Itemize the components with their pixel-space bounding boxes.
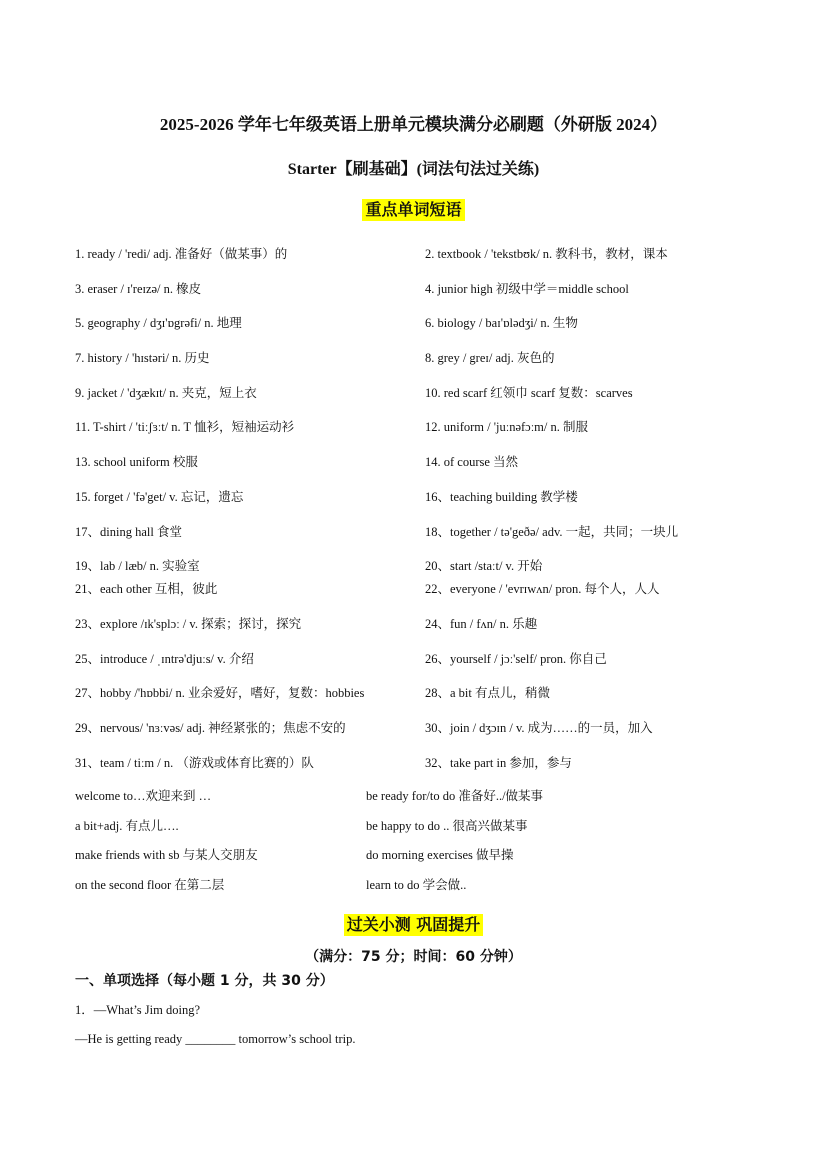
- vocab-row: [75, 383, 775, 418]
- vocab-row: [75, 244, 775, 279]
- vocab-row: [75, 753, 775, 788]
- question-1-line-2: —He is getting ready ________ tomorrow’s school trip.: [75, 1032, 356, 1046]
- vocab-row: [75, 649, 775, 684]
- phrase-item: a bit+adj. 有点儿….: [75, 818, 179, 833]
- vocab-item: 15. forget / 'fə'get/ v. 忘记，遗忘: [75, 489, 244, 504]
- question-1-line-1: 1．—What’s Jim doing?: [75, 1003, 200, 1017]
- vocab-item: 27、hobby /'hɒbbi/ n. 业余爱好，嗜好，复数：hobbies: [75, 686, 365, 701]
- phrase-list: [75, 786, 775, 904]
- phrase-item: make friends with sb 与某人交朋友: [75, 848, 258, 862]
- vocab-item: 12. uniform / 'juːnəfɔːm/ n. 制服: [425, 420, 588, 435]
- document-title: 2025-2026 学年七年级英语上册单元模块满分必刷题（外研版 2024）: [159, 115, 668, 134]
- vocab-item: 11. T-shirt / 'tiːʃɜːt/ n. T 恤衫，短袖运动衫: [75, 420, 295, 435]
- vocab-item: 4. junior high 初级中学＝middle school: [425, 281, 629, 296]
- vocab-row: [75, 579, 775, 614]
- vocab-heading-wrap: [0, 199, 827, 221]
- vocab-item: 14. of course 当然: [425, 455, 519, 470]
- document-subtitle: Starter【刷基础】(词法句法过关练): [287, 161, 540, 178]
- vocab-row: [75, 348, 775, 383]
- vocab-item: 29、nervous/ 'nɜːvəs/ adj. 神经紧张的；焦虑不安的: [75, 720, 346, 735]
- vocab-row: [75, 487, 775, 522]
- phrase-row: [75, 875, 775, 905]
- vocab-item: 22、everyone / 'evrɪwʌn/ pron. 每个人，人人: [425, 582, 660, 597]
- vocab-item: 7. history / 'hɪstəri/ n. 历史: [75, 351, 210, 366]
- vocab-item: 8. grey / greɪ/ adj. 灰色的: [425, 351, 555, 366]
- vocab-item: 24、fun / fʌn/ n. 乐趣: [425, 616, 538, 631]
- vocab-heading: 重点单词短语: [362, 199, 464, 221]
- phrase-row: [75, 816, 775, 846]
- vocab-item: 23、explore /ɪk'splɔː / v. 探索；探讨，探究: [75, 616, 302, 631]
- phrase-item: on the second floor 在第二层: [75, 877, 225, 892]
- vocab-row: [75, 718, 775, 753]
- vocab-row: [75, 522, 775, 557]
- vocab-item: 28、a bit 有点儿，稍微: [425, 686, 550, 701]
- section-title: 一、单项选择（每小题 1 分，共 30 分）: [75, 973, 334, 989]
- vocab-row: [75, 614, 775, 649]
- quiz-heading: 过关小测 巩固提升: [344, 914, 484, 936]
- vocab-item: 13. school uniform 校服: [75, 455, 198, 470]
- vocab-item: 32、take part in 参加，参与: [425, 755, 572, 770]
- vocab-row: [75, 556, 775, 579]
- vocab-item: 9. jacket / 'dʒækɪt/ n. 夹克，短上衣: [75, 385, 257, 400]
- phrase-item: do morning exercises 做早操: [366, 848, 514, 862]
- vocab-item: 5. geography / dʒɪ'ɒgrəfi/ n. 地理: [75, 316, 242, 331]
- vocab-item: 19、lab / læb/ n. 实验室: [75, 559, 200, 574]
- vocab-item: 26、yourself / jɔː'self/ pron. 你自己: [425, 651, 607, 666]
- phrase-row: [75, 845, 775, 875]
- vocab-item: 17、dining hall 食堂: [75, 524, 182, 539]
- vocab-item: 6. biology / baɪ'ɒlədʒi/ n. 生物: [425, 316, 578, 331]
- vocab-item: 16、teaching building 教学楼: [425, 489, 578, 504]
- vocab-row: [75, 417, 775, 452]
- vocab-list: [75, 244, 775, 787]
- vocab-item: 21、each other 互相，彼此: [75, 582, 218, 597]
- quiz-heading-wrap: [0, 914, 827, 936]
- vocab-row: [75, 313, 775, 348]
- vocab-item: 10. red scarf 红领巾 scarf 复数：scarves: [425, 385, 633, 400]
- vocab-item: 25、introduce / ˌɪntrə'djuːs/ v. 介绍: [75, 651, 254, 666]
- vocab-item: 2. textbook / 'tekstbʊk/ n. 教科书，教材，课本: [425, 247, 668, 261]
- vocab-row: [75, 452, 775, 487]
- vocab-item: 20、start /staːt/ v. 开始: [425, 559, 543, 574]
- vocab-row: [75, 683, 775, 718]
- vocab-row: [75, 279, 775, 314]
- vocab-item: 18、together / tə'geðə/ adv. 一起，共同；一块儿: [425, 524, 679, 539]
- phrase-item: be ready for/to do 准备好../做某事: [366, 789, 544, 803]
- vocab-item: 1. ready / 'redi/ adj. 准备好（做某事）的: [75, 247, 288, 261]
- vocab-item: 3. eraser / ɪ'reɪzə/ n. 橡皮: [75, 281, 202, 296]
- phrase-item: be happy to do .. 很高兴做某事: [366, 818, 528, 833]
- vocab-item: 31、team / tiːm / n. （游戏或体育比赛的）队: [75, 755, 314, 770]
- phrase-row: [75, 786, 775, 816]
- score-line: （满分：75 分；时间：60 分钟）: [305, 949, 522, 965]
- vocab-item: 30、join / dʒɔɪn / v. 成为……的一员，加入: [425, 720, 653, 735]
- phrase-item: learn to do 学会做..: [366, 877, 467, 892]
- phrase-item: welcome to…欢迎来到 …: [75, 789, 212, 803]
